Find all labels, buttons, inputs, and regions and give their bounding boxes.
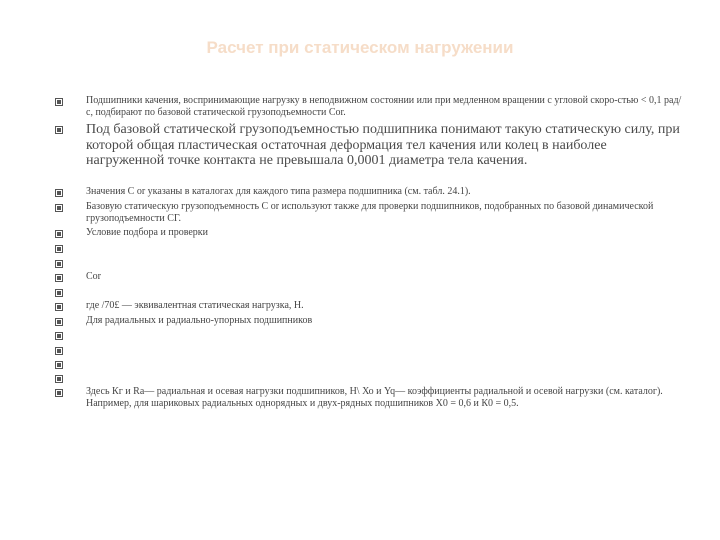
list-item-text: где /70£ — эквивалентная статическая нагрузка, Н. (86, 300, 304, 311)
bullet-icon (55, 126, 63, 134)
bullet-icon (55, 361, 63, 369)
bullet-icon (55, 245, 63, 253)
list-item-text: Подшипники качения, воспринимающие нагрузку в неподвижном состоянии или при медленном вращении с угловой скоро-стью < 0,1 рад/с, подбирают по базовой статической грузоподъемности Cor. (86, 95, 682, 118)
bullet-icon (55, 289, 63, 297)
bullet-icon (55, 318, 63, 326)
bullet-icon (55, 204, 63, 212)
list-item-text: Cor (86, 271, 101, 282)
list-item-text: Условие подбора и проверки (86, 227, 209, 238)
list-item-text: Базовую статическую грузоподъемность С or используют также для проверки подшипников, подобранных по базовой динамической грузоподъемности СГ. (86, 201, 654, 224)
bullet-icon (55, 375, 63, 383)
bullet-icon (55, 347, 63, 355)
list-item-text: Для радиальных и радиально-упорных подшипников (86, 315, 313, 326)
bullet-icon (55, 260, 63, 268)
list-item-text: Под базовой статической грузоподъемностью подшипника понимают такую статическую силу, при которой общая пластическая остаточная деформация тел качения или колец в наиболее нагруженной точке контакта не превышала 0,0001 диаметра тела качения. (86, 122, 680, 168)
bullet-icon (55, 332, 63, 340)
bullet-icon (55, 274, 63, 282)
bullet-icon (55, 303, 63, 311)
slide-title: Расчет при статическом нагружении (206, 38, 514, 57)
bullet-icon (55, 189, 63, 197)
bullet-icon (55, 389, 63, 397)
bullet-icon (55, 230, 63, 238)
list-item-text: Значения С or указаны в каталогах для каждого типа размера подшипника (см. табл. 24.1). (86, 186, 471, 197)
bullet-icon (55, 98, 63, 106)
list-item-text: Здесь Кг и Rа— радиальная и осевая нагрузки подшипников, Н\ Хо и Yq— коэффициенты радиальной и осевой нагрузки (см. каталог). Например, для шариковых радиальных однорядных и двух-рядных подшипников Х0 = 0,6 и К0 = 0,5. (86, 386, 663, 409)
